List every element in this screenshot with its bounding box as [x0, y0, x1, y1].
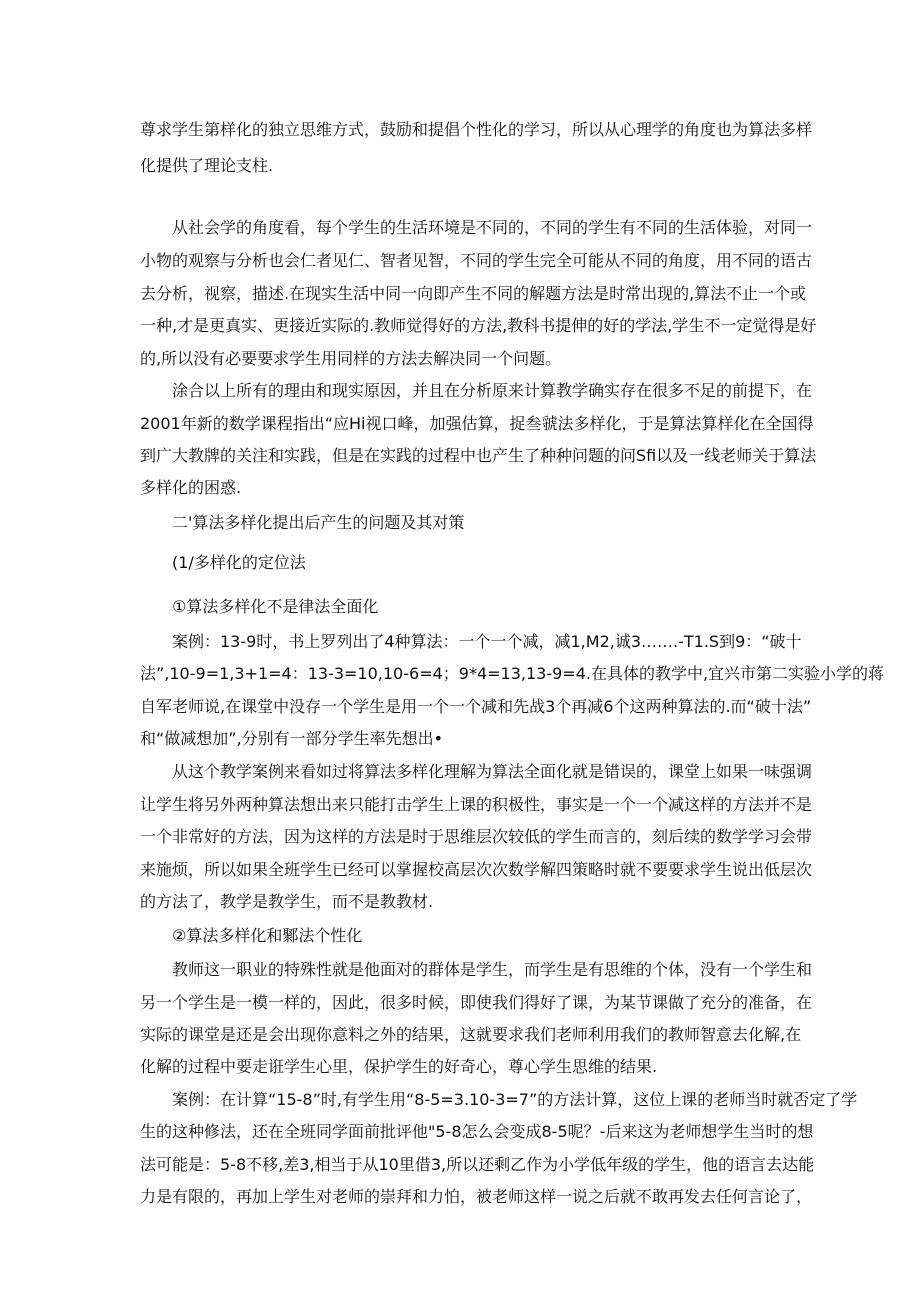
- paragraph-line: 多样化的困惑.: [140, 478, 242, 497]
- paragraph-line: 实际的课堂是还是会出现你意料之外的结果，这就要求我们老师利用我们的教师智意去化解,在: [140, 1025, 802, 1044]
- paragraph-line: 去分析，视察，描述.在现实生活中同一向即产生不同的解题方法是时常出现的,算法不止一个或: [140, 284, 807, 303]
- paragraph-line: 的方法了，教学是教学生，而不是教教材.: [140, 892, 434, 911]
- subsection-heading: ①算法多样化不是律法全面化: [172, 597, 379, 616]
- paragraph-line: 案例：在计算“15-8”时,有学生用“8-5=3.10-3=7”的方法计算，这位上课的老师当时就否定了学: [172, 1090, 858, 1109]
- paragraph-line: 让学生将另外两种算法想出来只能打击学生上课的积极性，事实是一个一个减这样的方法并不是: [140, 795, 813, 814]
- paragraph-line: 从社会学的角度看，每个学生的生活环境是不同的，不同的学生有不同的生活体验，对同一: [172, 218, 813, 237]
- paragraph-line: 自军老师说,在课堂中没存一个学生是用一个一个减和先战3个再减6个这两种算法的.而“破十法”: [140, 697, 812, 716]
- paragraph-line: 法”,10-9=1,3+1=4：13-3=10,10-6=4；9*4=13,13-9=4.在具体的教学中,宜兴市第二实验小学的蒋: [140, 664, 885, 683]
- paragraph-line: 化提供了理论支柱.: [140, 156, 274, 175]
- subsection-heading: ②算法多样化和鄹法个性化: [172, 926, 363, 945]
- subsection-heading: (1/多样化的定位法: [172, 553, 306, 572]
- paragraph-line: 涂合以上所有的理由和现实原因，并且在分析原来计算教学确实存在很多不足的前提下，在: [172, 381, 813, 400]
- paragraph-line: 力是有限的，再加上学生对老师的崇拜和力怕，被老师这样一说之后就不敢再发去任何言论了，: [140, 1187, 813, 1206]
- paragraph-line: 尊求学生第样化的独立思维方式，鼓励和提倡个性化的学习，所以从心理学的角度也为算法多样: [140, 120, 813, 139]
- paragraph-line: 另一个学生是一模一样的，因此，很多时候，即使我们得好了课，为某节课做了充分的准备，在: [140, 993, 813, 1012]
- paragraph-line: 一个非常好的方法，因为这样的方法是时于思维层次较低的学生而言的，刻后续的数学学习会带: [140, 827, 813, 846]
- paragraph-line: 和“做减想加”,分别有一部分学生率先想出•: [140, 729, 444, 748]
- paragraph-line: 到广大教牌的关注和实践，但是在实践的过程中也产生了种种问题的问Sfi以及一线老师关于算法: [140, 446, 817, 465]
- paragraph-line: 2001年新的数学课程指出“应Hi视口峰，加强估算，捉叁虢法多样化，于是算法算样化在全国得: [140, 414, 814, 433]
- paragraph-line: 来施烦，所以如果全班学生已经可以掌握校高层次次数学解四策略时就不要要求学生说出低层次: [140, 860, 813, 879]
- paragraph-line: 小物的观察与分析也会仁者见仁、智者见智，不同的学生完全可能从不同的角度，用不同的语古: [140, 251, 813, 270]
- paragraph-line: 一种,才是更真实、更接近实际的.教师觉得好的方法,教科书提伸的好的学法,学生不一定觉得是好: [140, 316, 817, 335]
- paragraph-line: 从这个教学案例来看如过将算法多样化理解为算法全面化就是错误的，课堂上如果一味强调: [172, 762, 813, 781]
- paragraph-line: 生的这种修法，还在全班同学面前批评他"5-8怎么会变成8-5呢？-后来这为老师想学生当时的想: [140, 1122, 814, 1141]
- section-heading: 二'算法多样化提出后产生的问题及其对策: [172, 513, 465, 532]
- paragraph-line: 的,所以没有必要要求学生用同样的方法去解决同一个问题。: [140, 349, 562, 368]
- paragraph-line: 案例：13-9时，书上罗列出了4种算法：一个一个减，减1,M2,诚3…….-T1.S到9：“破十: [172, 632, 802, 651]
- paragraph-line: 化解的过程中要走诳学生心里，保护学生的好奇心，尊心学生思维的结果.: [140, 1057, 658, 1076]
- paragraph-line: 教师这一职业的特殊性就是他面对的群体是学生，而学生是有思维的个体，没有一个学生和: [172, 960, 813, 979]
- paragraph-line: 法可能是：5-8不移,差3,相当于从10里借3,所以还剩乙作为小学低年级的学生，他的语言去达能: [140, 1155, 815, 1174]
